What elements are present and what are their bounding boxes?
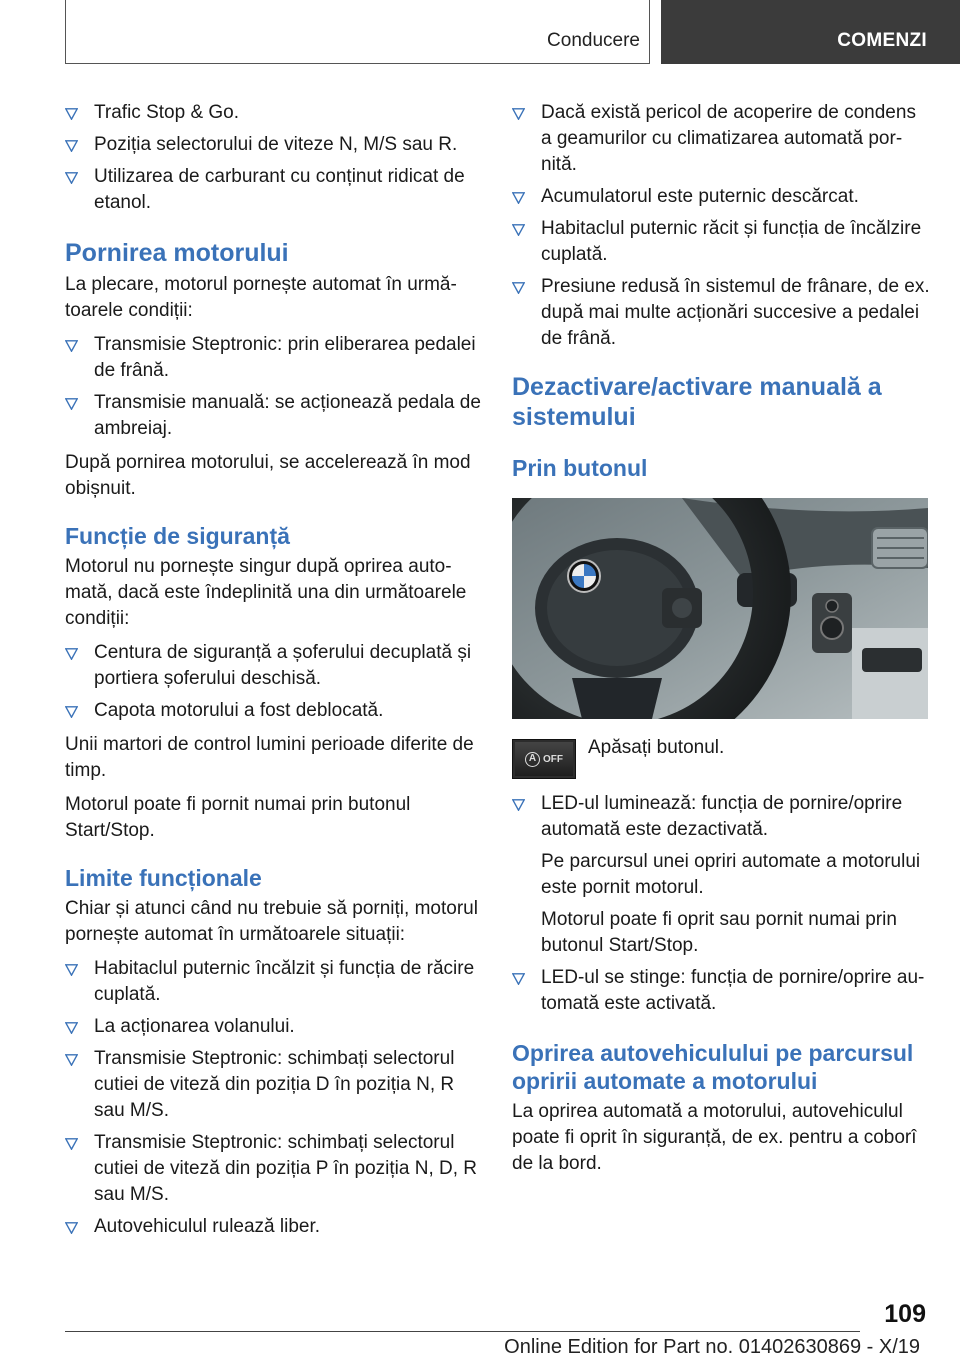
triangle-bullet-icon <box>65 701 81 721</box>
paragraph: Motorul nu pornește singur după oprirea auto-mată, dacă este îndeplinită una din următoarele condiții: <box>65 556 467 629</box>
triangle-bullet-icon <box>65 135 81 155</box>
triangle-bullet-icon <box>512 277 528 297</box>
list-item: Centura de siguranță a șoferului decuplată și portiera șoferului deschisă. <box>65 640 483 692</box>
list-item: La acționarea volanului. <box>65 1014 483 1040</box>
list-item: Trafic Stop & Go. <box>65 100 483 126</box>
left-column <box>65 100 483 1240</box>
list-item: Autovehiculul rulează liber. <box>65 1214 483 1240</box>
list-item: LED-ul luminează: funcția de pornire/oprire automată este dezactivată. <box>512 791 930 843</box>
triangle-bullet-icon <box>512 794 528 814</box>
list-item: Transmisie Steptronic: prin eliberarea pedalei de frână. <box>65 332 483 384</box>
list-item: Presiune redusă în sistemul de frânare, de ex. după mai multe acționări succesive a pedalei de frână. <box>512 274 930 352</box>
list-item: Capota motorului a fost deblocată. <box>65 698 483 724</box>
paragraph: Chiar și atunci când nu trebuie să porniți, motorul pornește automat în următoarele situații: <box>65 898 478 945</box>
steering-wheel-photo <box>512 498 928 719</box>
header-chapter-label: COMENZI <box>837 30 927 51</box>
list-item: Dacă există pericol de acoperire de condens a geamurilor cu climatizarea automată por-nită. <box>512 100 930 178</box>
auto-start-stop-off-button-icon <box>512 739 576 779</box>
list-item: Transmisie Steptronic: schimbați selectorul cutiei de viteză din poziția P în poziția N, D, R sau M/S. <box>65 1130 483 1208</box>
list-item: Poziția selectorului de viteze N, M/S sau R. <box>65 132 483 158</box>
list-item-sub-paragraph: Pe parcursul unei opriri automate a motorului este pornit motorul. <box>541 851 921 898</box>
header-rule-bottom <box>65 63 650 64</box>
paragraph: Motorul poate fi pornit numai prin butonul Start/Stop. <box>65 794 411 841</box>
triangle-bullet-icon <box>65 643 81 663</box>
paragraph: După pornirea motorului, se accelerează în mod obișnuit. <box>65 452 471 499</box>
triangle-bullet-icon <box>512 968 528 988</box>
paragraph: Apăsați butonul. <box>588 737 725 758</box>
right-column <box>512 100 930 1177</box>
triangle-bullet-icon <box>512 219 528 239</box>
triangle-bullet-icon <box>512 103 528 123</box>
footer-rule <box>65 1331 860 1332</box>
list-item: LED-ul se stinge: funcția de pornire/oprire au-tomată este activată. <box>512 965 930 1017</box>
heading-functie-de-siguranta: Funcție de siguranță <box>65 523 290 549</box>
off-label: OFF <box>543 753 563 765</box>
paragraph: La plecare, motorul pornește automat în urmă-toarele condiții: <box>65 274 457 321</box>
triangle-bullet-icon <box>65 103 81 123</box>
triangle-bullet-icon <box>512 187 528 207</box>
list-item: Habitaclul puternic încălzit și funcția de răcire cuplată. <box>65 956 483 1008</box>
paragraph: Unii martori de control lumini perioade diferite de timp. <box>65 734 474 781</box>
triangle-bullet-icon <box>65 1017 81 1037</box>
triangle-bullet-icon <box>65 1217 81 1237</box>
header-rule-right <box>649 0 650 64</box>
list-item: Acumulatorul este puternic descărcat. <box>512 184 930 210</box>
header-section-title: Conducere <box>547 30 640 51</box>
list-item: Transmisie Steptronic: schimbați selectorul cutiei de viteză din poziția D în poziția N, R sau M/S. <box>65 1046 483 1124</box>
triangle-bullet-icon <box>65 1049 81 1069</box>
heading-limite-functionale: Limite funcționale <box>65 865 262 891</box>
triangle-bullet-icon <box>65 393 81 413</box>
header-rule-left <box>65 0 66 64</box>
page-number: 109 <box>884 1300 926 1328</box>
list-item: Transmisie manuală: se acționează pedala de ambreiaj. <box>65 390 483 442</box>
button-description-row <box>512 739 930 781</box>
triangle-bullet-icon <box>65 335 81 355</box>
auto-start-stop-icon: A <box>525 752 540 767</box>
heading-dezactivare-activare: Dezactivare/activare manuală a sistemului <box>512 373 882 431</box>
paragraph: La oprirea automată a motorului, autovehiculul poate fi oprit în siguranță, de ex. pentru a coborî de la bord. <box>512 1101 917 1174</box>
triangle-bullet-icon <box>65 167 81 187</box>
list-item-sub-paragraph: Motorul poate fi oprit sau pornit numai prin butonul Start/Stop. <box>541 909 897 956</box>
heading-pornirea-motorului: Pornirea motorului <box>65 239 289 267</box>
list-item: Utilizarea de carburant cu conținut ridicat de etanol. <box>65 164 483 216</box>
heading-prin-butonul: Prin butonul <box>512 455 648 481</box>
heading-oprirea-autovehiculului: Oprirea autovehiculului pe parcursul opririi automate a motorului <box>512 1040 914 1094</box>
triangle-bullet-icon <box>65 959 81 979</box>
list-item: Habitaclul puternic răcit și funcția de încălzire cuplată. <box>512 216 930 268</box>
triangle-bullet-icon <box>65 1133 81 1153</box>
footer-edition-text: Online Edition for Part no. 01402630869 - X/19 <box>504 1336 920 1358</box>
